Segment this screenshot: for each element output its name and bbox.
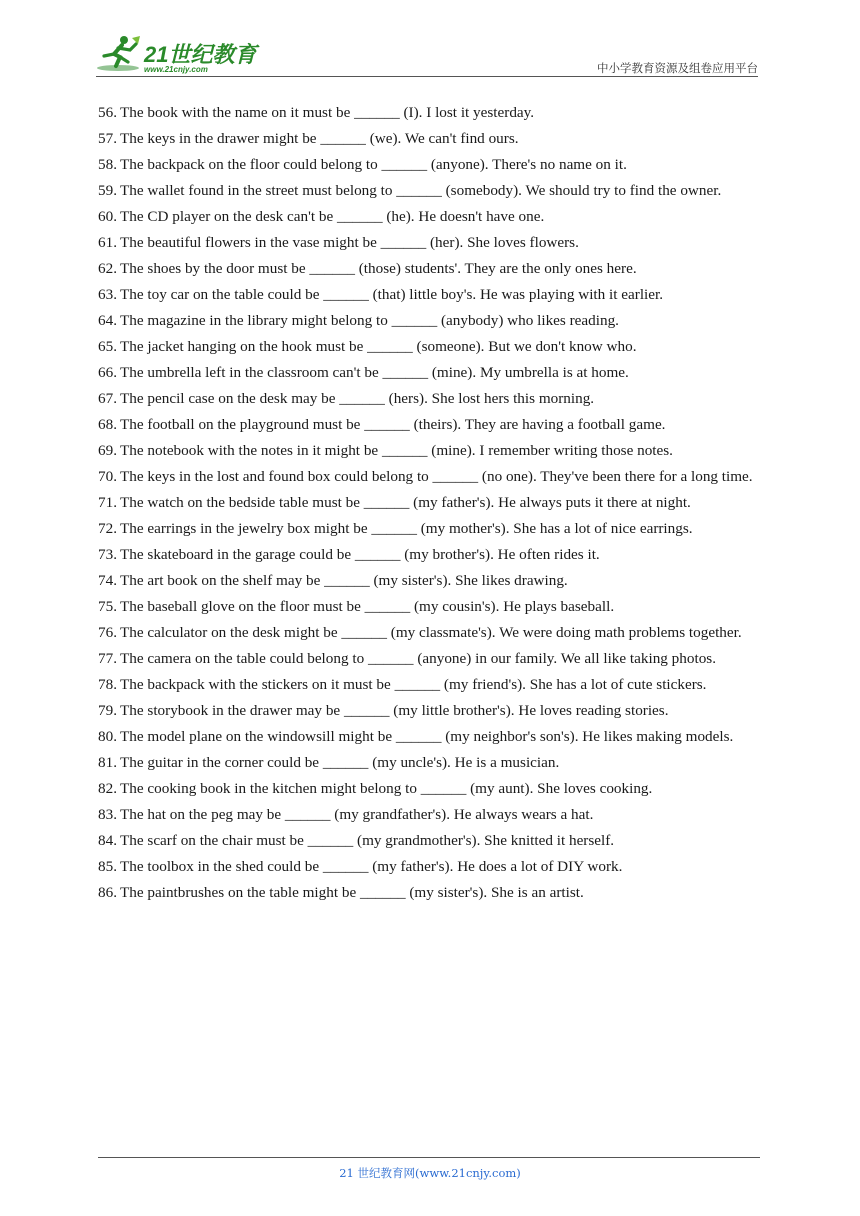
question-number: 84. xyxy=(98,832,117,849)
question-text: The umbrella left in the classroom can't be ______ (mine). My umbrella is at home. xyxy=(120,364,629,381)
logo-url: www.21cnjy.com xyxy=(144,65,208,74)
question-item xyxy=(98,100,760,126)
question-text: The beautiful flowers in the vase might be ______ (her). She loves flowers. xyxy=(120,234,579,251)
question-text: The CD player on the desk can't be ______ (he). He doesn't have one. xyxy=(120,208,545,225)
question-item xyxy=(98,490,760,516)
question-text: The keys in the drawer might be ______ (we). We can't find ours. xyxy=(120,130,519,147)
question-number: 75. xyxy=(98,598,117,615)
question-number: 62. xyxy=(98,260,117,277)
question-number: 86. xyxy=(98,884,117,901)
site-logo[interactable] xyxy=(96,32,266,76)
question-item xyxy=(98,854,760,880)
question-text: The keys in the lost and found box could belong to ______ (no one). They've been there for a long time. xyxy=(120,468,753,485)
question-text: The wallet found in the street must belong to ______ (somebody). We should try to find the owner. xyxy=(120,182,722,199)
question-text: The storybook in the drawer may be ______ (my little brother's). He loves reading stories. xyxy=(120,702,669,719)
question-item xyxy=(98,828,760,854)
question-text: The backpack on the floor could belong to ______ (anyone). There's no name on it. xyxy=(120,156,627,173)
question-text: The watch on the bedside table must be ______ (my father's). He always puts it there at night. xyxy=(120,494,691,511)
question-number: 72. xyxy=(98,520,117,537)
question-number: 73. xyxy=(98,546,117,563)
question-text: The shoes by the door must be ______ (those) students'. They are the only ones here. xyxy=(120,260,637,277)
question-item xyxy=(98,152,760,178)
question-item xyxy=(98,672,760,698)
question-text: The calculator on the desk might be ______ (my classmate's). We were doing math problems together. xyxy=(120,624,742,641)
footer-link[interactable]: 21 世纪教育网(www.21cnjy.com) xyxy=(339,1166,521,1180)
question-list xyxy=(98,100,760,906)
question-item xyxy=(98,646,760,672)
runner-icon xyxy=(96,34,142,74)
question-number: 59. xyxy=(98,182,117,199)
question-item xyxy=(98,178,760,204)
logo-text: 21世纪教育 xyxy=(144,42,257,67)
question-text: The toy car on the table could be ______ (that) little boy's. He was playing with it earlier. xyxy=(120,286,664,303)
question-text: The notebook with the notes in it might be ______ (mine). I remember writing those notes. xyxy=(120,442,673,459)
question-item xyxy=(98,620,760,646)
question-number: 85. xyxy=(98,858,117,875)
question-item xyxy=(98,308,760,334)
question-number: 78. xyxy=(98,676,117,693)
question-number: 63. xyxy=(98,286,117,303)
footer-divider xyxy=(98,1157,760,1158)
question-item xyxy=(98,802,760,828)
question-text: The model plane on the windowsill might be ______ (my neighbor's son's). He likes making models. xyxy=(120,728,734,745)
question-number: 67. xyxy=(98,390,117,407)
question-number: 74. xyxy=(98,572,117,589)
question-number: 56. xyxy=(98,104,117,121)
question-number: 65. xyxy=(98,338,117,355)
question-number: 58. xyxy=(98,156,117,173)
question-item xyxy=(98,386,760,412)
question-item xyxy=(98,698,760,724)
question-item xyxy=(98,880,760,906)
question-item xyxy=(98,256,760,282)
question-text: The hat on the peg may be ______ (my grandfather's). He always wears a hat. xyxy=(120,806,594,823)
question-item xyxy=(98,334,760,360)
question-text: The camera on the table could belong to ______ (anyone) in our family. We all like taking photos. xyxy=(120,650,716,667)
question-item xyxy=(98,412,760,438)
question-text: The jacket hanging on the hook must be ______ (someone). But we don't know who. xyxy=(120,338,637,355)
question-item xyxy=(98,360,760,386)
question-number: 66. xyxy=(98,364,117,381)
question-text: The paintbrushes on the table might be ______ (my sister's). She is an artist. xyxy=(120,884,584,901)
question-item xyxy=(98,230,760,256)
question-text: The earrings in the jewelry box might be ______ (my mother's). She has a lot of nice earrings. xyxy=(120,520,693,537)
question-item xyxy=(98,568,760,594)
question-number: 69. xyxy=(98,442,117,459)
question-number: 57. xyxy=(98,130,117,147)
question-number: 61. xyxy=(98,234,117,251)
question-number: 60. xyxy=(98,208,117,225)
question-item xyxy=(98,516,760,542)
question-number: 68. xyxy=(98,416,117,433)
question-item xyxy=(98,724,760,750)
question-item xyxy=(98,776,760,802)
question-number: 71. xyxy=(98,494,117,511)
question-text: The cooking book in the kitchen might belong to ______ (my aunt). She loves cooking. xyxy=(120,780,653,797)
question-text: The scarf on the chair must be ______ (my grandmother's). She knitted it herself. xyxy=(120,832,615,849)
question-number: 77. xyxy=(98,650,117,667)
question-text: The guitar in the corner could be ______ (my uncle's). He is a musician. xyxy=(120,754,560,771)
question-number: 83. xyxy=(98,806,117,823)
question-item xyxy=(98,750,760,776)
question-number: 64. xyxy=(98,312,117,329)
question-text: The football on the playground must be ______ (theirs). They are having a football game. xyxy=(120,416,666,433)
question-item xyxy=(98,594,760,620)
question-text: The book with the name on it must be ______ (I). I lost it yesterday. xyxy=(120,104,535,121)
question-text: The magazine in the library might belong to ______ (anybody) who likes reading. xyxy=(120,312,619,329)
question-item xyxy=(98,126,760,152)
question-text: The pencil case on the desk may be ______ (hers). She lost hers this morning. xyxy=(120,390,595,407)
question-number: 70. xyxy=(98,468,117,485)
question-item xyxy=(98,464,760,490)
question-item xyxy=(98,542,760,568)
question-number: 79. xyxy=(98,702,117,719)
question-text: The skateboard in the garage could be ______ (my brother's). He often rides it. xyxy=(120,546,600,563)
question-text: The baseball glove on the floor must be ______ (my cousin's). He plays baseball. xyxy=(120,598,615,615)
question-number: 80. xyxy=(98,728,117,745)
question-text: The backpack with the stickers on it must be ______ (my friend's). She has a lot of cute stickers. xyxy=(120,676,707,693)
question-item xyxy=(98,438,760,464)
header-tagline: 中小学教育资源及组卷应用平台 xyxy=(597,61,758,75)
question-text: The toolbox in the shed could be ______ (my father's). He does a lot of DIY work. xyxy=(120,858,623,875)
page-header xyxy=(96,30,758,78)
question-text: The art book on the shelf may be ______ (my sister's). She likes drawing. xyxy=(120,572,568,589)
question-number: 82. xyxy=(98,780,117,797)
question-item xyxy=(98,282,760,308)
question-number: 81. xyxy=(98,754,117,771)
question-number: 76. xyxy=(98,624,117,641)
header-divider xyxy=(96,76,758,77)
question-item xyxy=(98,204,760,230)
